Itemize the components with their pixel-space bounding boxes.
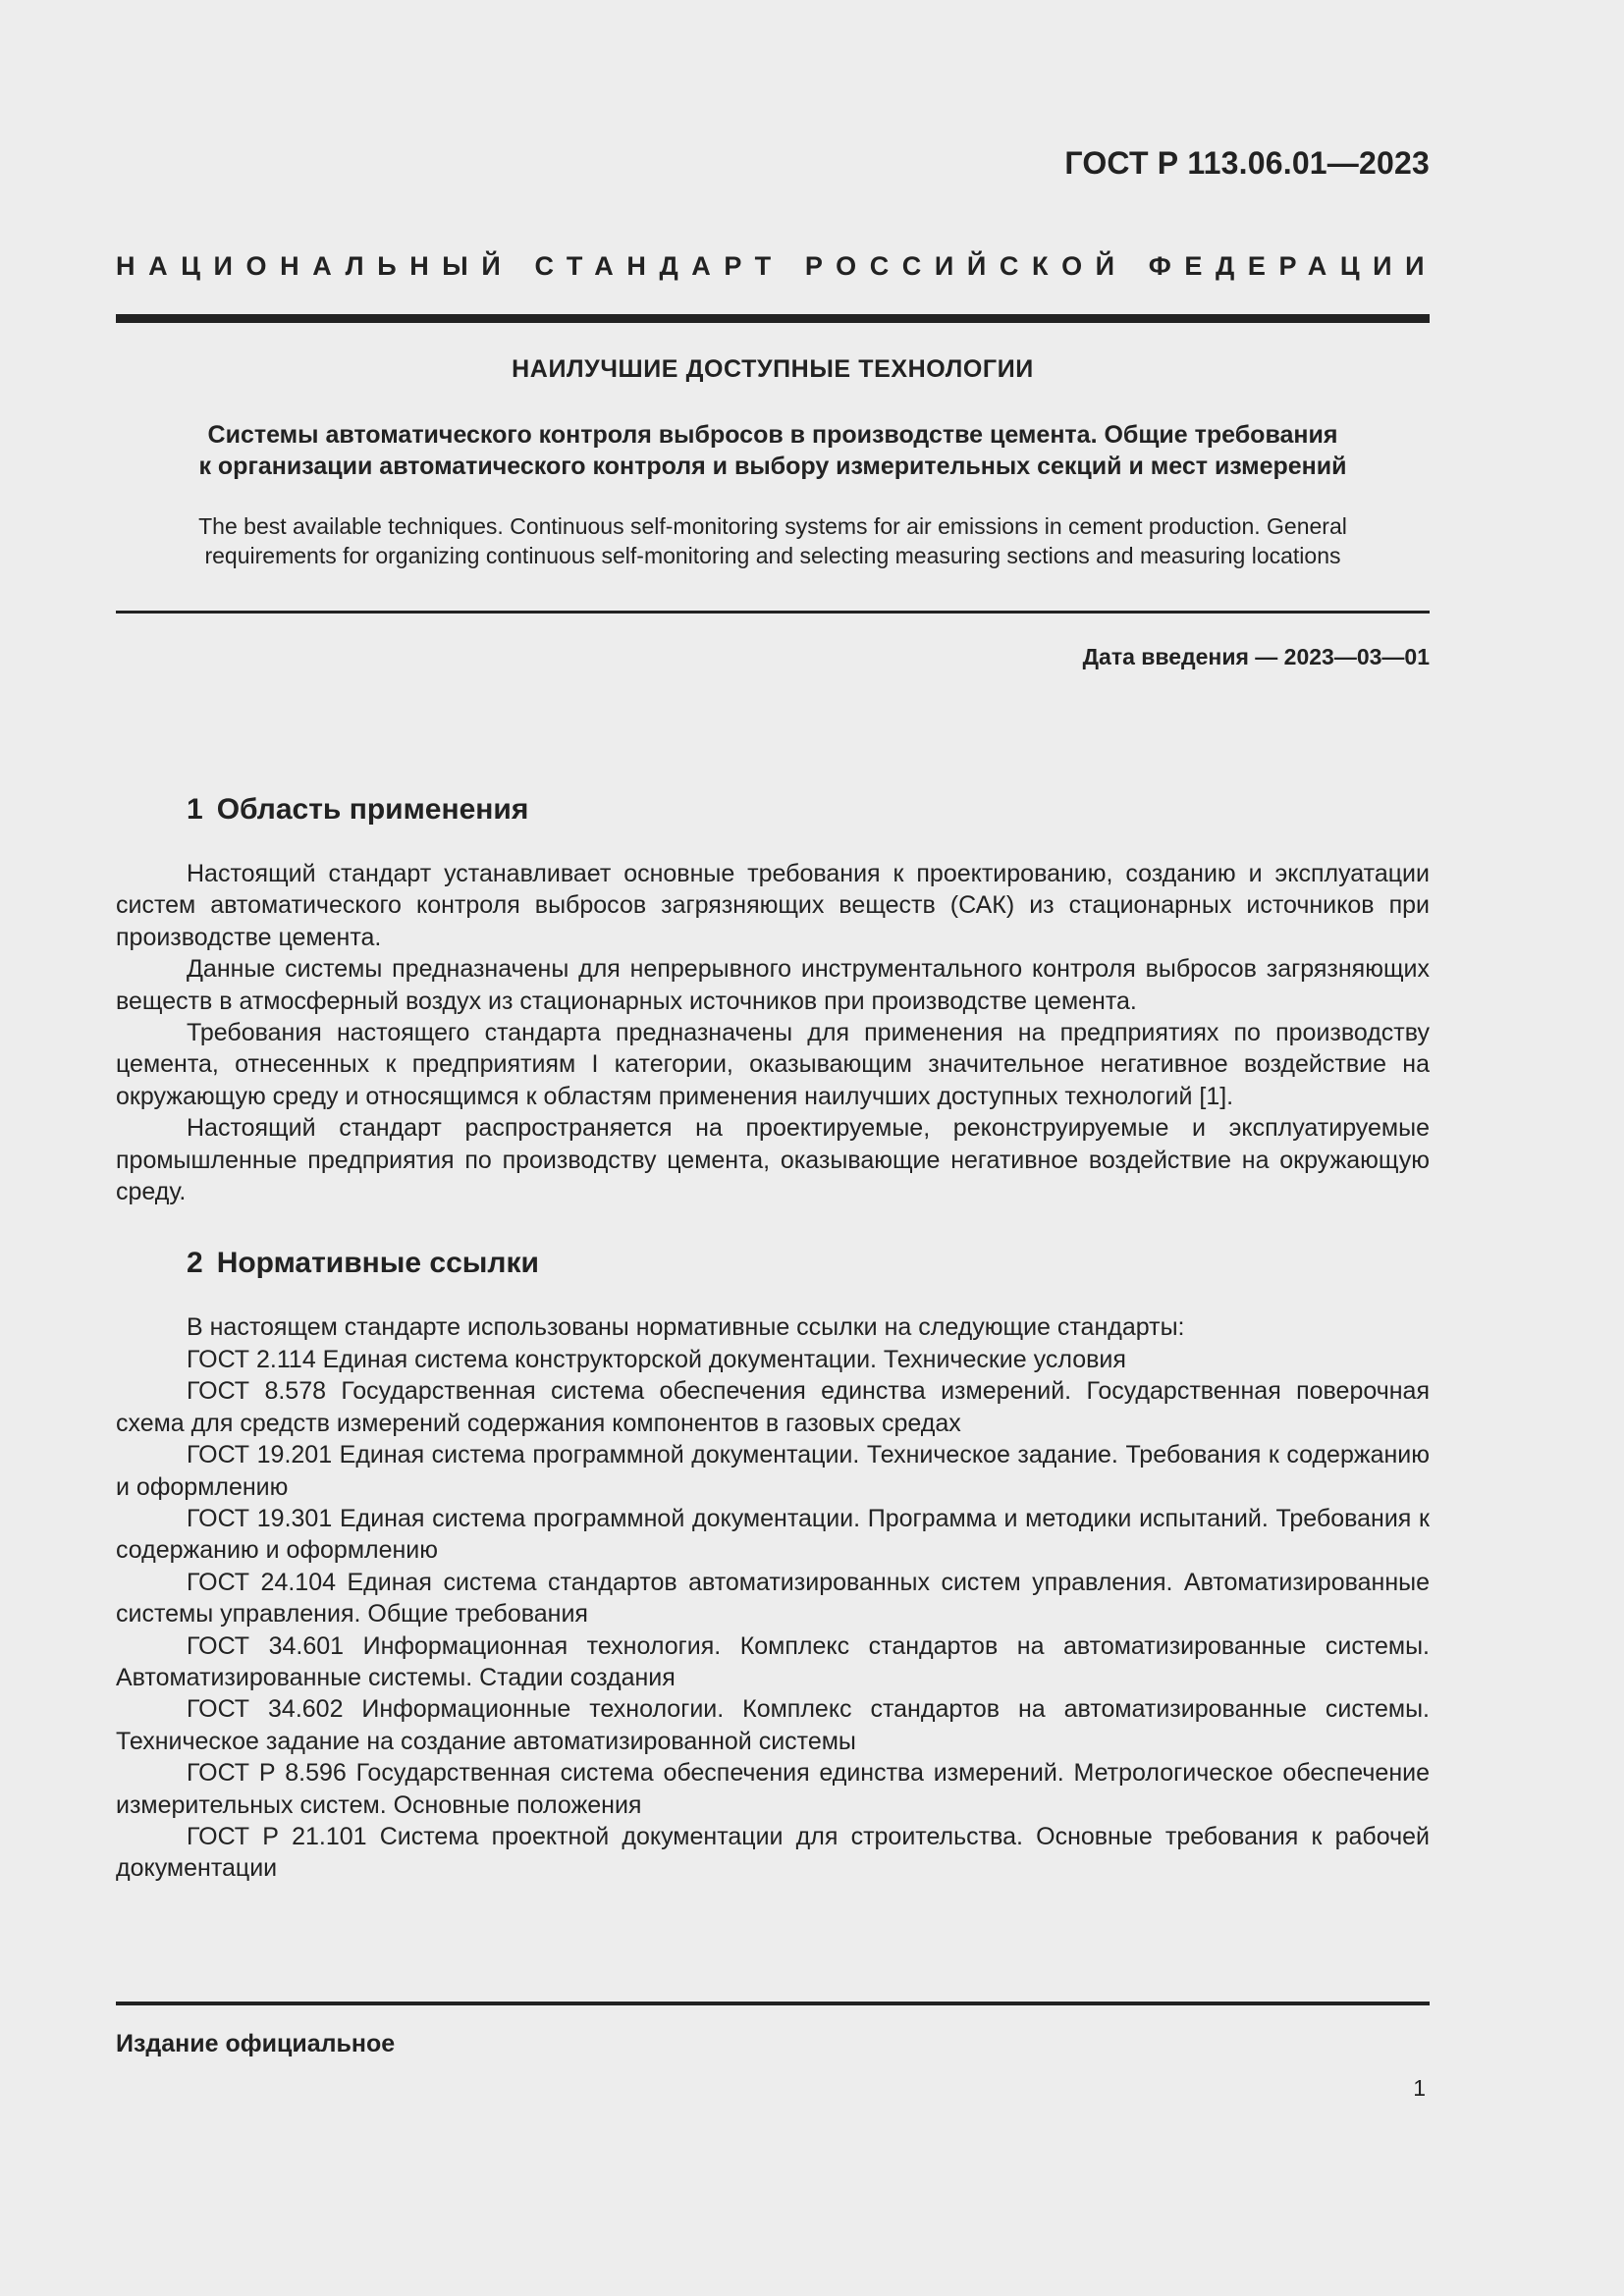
reference-entry: ГОСТ 2.114 Единая система конструкторской документации. Технические условия (187, 1345, 1126, 1373)
paragraph: Данные системы предназначены для непрерывного инструментального контроля выбросов загрязняющих веществ в атмосферный воздух из стационарных источников при производстве цемента. (116, 955, 1430, 1015)
title-russian (116, 419, 1430, 482)
title-russian-line-1: Системы автоматического контроля выбросов в производстве цемента. Общие требования (207, 421, 1338, 449)
official-edition-label: Издание официальное (116, 2030, 396, 2057)
reference-entry: ГОСТ Р 8.596 Государственная система обеспечения единства измерений. Метрологическое обеспечение измерительных систем. Основные положения (116, 1759, 1430, 1819)
section-title: Нормативные ссылки (216, 1247, 539, 1280)
paragraph: В настоящем стандарте использованы нормативные ссылки на следующие стандарты: (187, 1313, 1185, 1342)
national-standard-banner: НАЦИОНАЛЬНЫЙ СТАНДАРТ РОССИЙСКОЙ ФЕДЕРАЦИИ (116, 251, 1438, 281)
section-scope (116, 785, 1430, 1207)
header-divider-thick (116, 314, 1430, 323)
title-english-line-2: requirements for organizing continuous self-monitoring and selecting measuring sections and measuring locations (204, 543, 1341, 568)
document-page (116, 0, 1438, 2296)
gost-code: ГОСТ Р 113.06.01—2023 (1064, 145, 1430, 181)
reference-entry: ГОСТ 8.578 Государственная система обеспечения единства измерений. Государственная поверочная схема для средств измерений содержания компонентов в газовых средах (116, 1377, 1430, 1437)
reference-entry: ГОСТ 34.602 Информационные технологии. Комплекс стандартов на автоматизированные системы. Техническое задание на создание автоматизированной системы (116, 1695, 1430, 1755)
paragraph: Настоящий стандарт распространяется на проектируемые, реконструируемые и эксплуатируемые промышленные предприятия по производству цемента, оказывающие негативное воздействие на окружающую среду. (116, 1114, 1430, 1206)
document-body (116, 785, 1430, 1885)
section-number: 2 (187, 1247, 203, 1280)
section-heading (116, 785, 1430, 834)
section-normative-references (116, 1239, 1430, 1884)
title-russian-line-2: к организации автоматического контроля и выбору измерительных секций и мест измерений (198, 453, 1347, 480)
title-english (116, 511, 1430, 570)
reference-entry: ГОСТ Р 21.101 Система проектной документации для строительства. Основные требования к рабочей документации (116, 1822, 1430, 1883)
standard-category: НАИЛУЧШИЕ ДОСТУПНЫЕ ТЕХНОЛОГИИ (512, 355, 1034, 383)
title-divider (116, 611, 1430, 614)
section-heading (116, 1239, 1430, 1288)
reference-entry: ГОСТ 19.201 Единая система программной документации. Техническое задание. Требования к содержанию и оформлению (116, 1441, 1430, 1501)
footer-divider (116, 2002, 1430, 2005)
reference-entry: ГОСТ 34.601 Информационная технология. Комплекс стандартов на автоматизированные системы. Автоматизированные системы. Стадии создания (116, 1631, 1430, 1691)
paragraph: Настоящий стандарт устанавливает основные требования к проектированию, созданию и эксплуатации систем автоматического контроля выбросов загрязняющих веществ (САК) из стационарных источников при производстве цемента. (116, 860, 1430, 951)
introduction-date: Дата введения — 2023—03—01 (1082, 644, 1430, 669)
section-title: Область применения (216, 793, 529, 826)
reference-entry: ГОСТ 19.301 Единая система программной документации. Программа и методики испытаний. Требования к содержанию и оформлению (116, 1504, 1430, 1565)
paragraph: Требования настоящего стандарта предназначены для применения на предприятиях по производству цемента, отнесенных к предприятиям I категории, оказывающим значительное негативное воздействие на окружающую среду и относящимся к областям применения наилучших доступных технологий [1]. (116, 1019, 1430, 1110)
title-english-line-1: The best available techniques. Continuous self-monitoring systems for air emissions in cement production. General (198, 513, 1347, 539)
reference-entry: ГОСТ 24.104 Единая система стандартов автоматизированных систем управления. Автоматизированные системы управления. Общие требования (116, 1568, 1430, 1629)
section-number: 1 (187, 793, 203, 826)
page-number: 1 (1413, 2075, 1426, 2101)
